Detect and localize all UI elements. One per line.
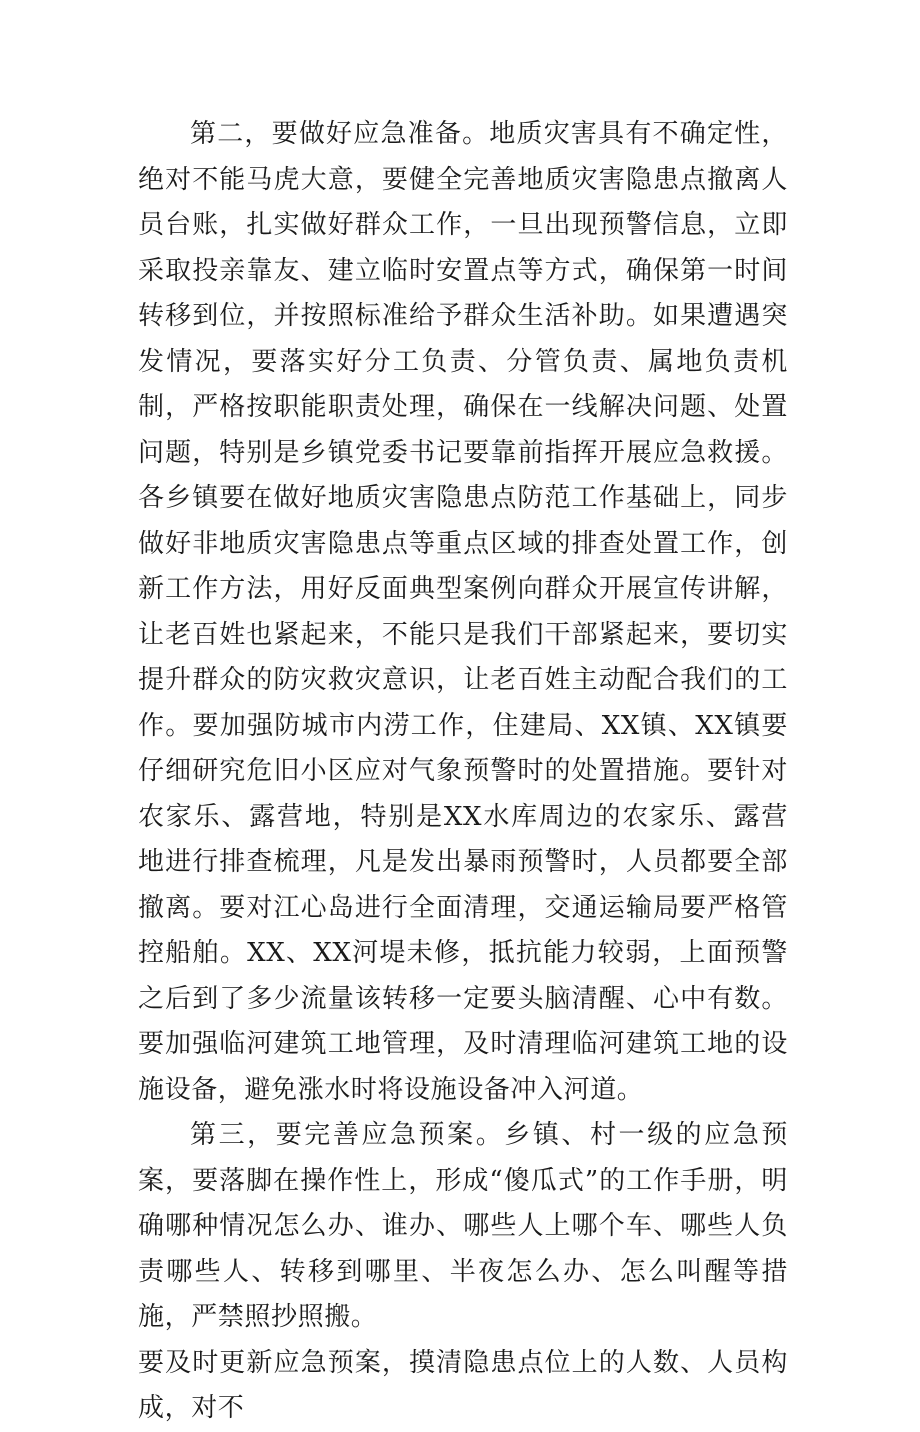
document-body [138, 112, 788, 1432]
paragraph-emergency-preparation: 第二，要做好应急准备。地质灾害具有不确定性，绝对不能马虎大意，要健全完善地质灾害隐患点撤离人员台账，扎实做好群众工作，一旦出现预警信息，立即采取投亲靠友、建立临时安置点等方式，确保第一时间转移到位，并按照标准给予群众生活补助。如果遭遇突发情况，要落实好分工负责、分管负责、属地负责机制，严格按职能职责处理，确保在一线解决问题、处置问题，特别是乡镇党委书记要靠前指挥开展应急救援。各乡镇要在做好地质灾害隐患点防范工作基础上，同步做好非地质灾害隐患点等重点区域的排查处置工作，创新工作方法，用好反面典型案例向群众开展宣传讲解，让老百姓也紧起来，不能只是我们干部紧起来，要切实提升群众的防灾救灾意识，让老百姓主动配合我们的工作。要加强防城市内涝工作，住建局、XX镇、XX镇要仔细研究危旧小区应对气象预警时的处置措施。要针对农家乐、露营地，特别是XX水库周边的农家乐、露营地进行排查梳理，凡是发出暴雨预警时，人员都要全部撤离。要对江心岛进行全面清理，交通运输局要严格管控船舶。XX、XX河堤未修，抵抗能力较弱，上面预警之后到了多少流量该转移一定要头脑清醒、心中有数。要加强临河建筑工地管理，及时清理临河建筑工地的设施设备，避免涨水时将设施设备冲入河道。 [138, 119, 788, 1105]
paragraph-update-plan: 要及时更新应急预案，摸清隐患点位上的人数、人员构成，对不 [138, 1347, 788, 1423]
paragraph-emergency-plan: 第三，要完善应急预案。乡镇、村一级的应急预案，要落脚在操作性上，形成“傻瓜式”的工作手册，明确哪种情况怎么办、谁办、哪些人上哪个车、哪些人负责哪些人、转移到哪里、半夜怎么办、怎么叫醒等措施，严禁照抄照搬。 [138, 1120, 788, 1332]
